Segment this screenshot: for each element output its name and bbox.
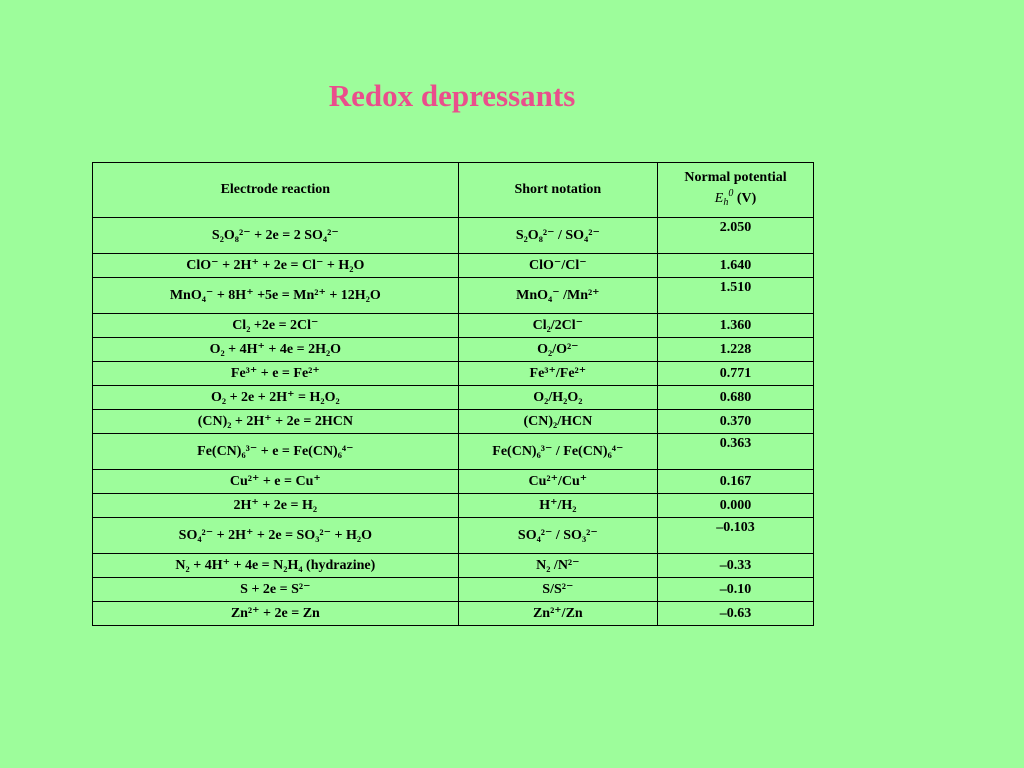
cell-reaction: S + 2e = S²⁻: [93, 578, 459, 602]
redox-potential-table: [92, 162, 814, 626]
cell-notation: ClO⁻/Cl⁻: [458, 254, 657, 278]
cell-potential: 0.000: [658, 494, 814, 518]
cell-reaction: MnO₄⁻ + 8H⁺ +5e = Mn²⁺ + 12H₂O: [93, 278, 459, 314]
cell-potential: 0.771: [658, 362, 814, 386]
cell-potential: –0.103: [658, 518, 814, 554]
slide-title: Redox depressants: [328, 78, 576, 113]
table-row: [93, 362, 814, 386]
table-row: [93, 470, 814, 494]
cell-notation: Fe³⁺/Fe²⁺: [458, 362, 657, 386]
table-row: [93, 338, 814, 362]
cell-reaction: O₂ + 4H⁺ + 4e = 2H₂O: [93, 338, 459, 362]
table-row: [93, 518, 814, 554]
cell-notation: H⁺/H₂: [458, 494, 657, 518]
cell-notation: Zn²⁺/Zn: [458, 602, 657, 626]
cell-potential: 0.167: [658, 470, 814, 494]
cell-notation: MnO₄⁻ /Mn²⁺: [458, 278, 657, 314]
cell-notation: Cl₂/2Cl⁻: [458, 314, 657, 338]
cell-notation: N₂ /N²⁻: [458, 554, 657, 578]
table-row: [93, 254, 814, 278]
cell-potential: 0.370: [658, 410, 814, 434]
table-row: [93, 578, 814, 602]
header-normal-potential-label: Normal potential: [684, 169, 787, 185]
cell-reaction: 2H⁺ + 2e = H₂: [93, 494, 459, 518]
potential-symbol: E: [714, 190, 724, 206]
table-row: [93, 386, 814, 410]
cell-notation: S/S²⁻: [458, 578, 657, 602]
cell-potential: 2.050: [658, 218, 814, 254]
table-row: [93, 554, 814, 578]
cell-reaction: Fe(CN)₆³⁻ + e = Fe(CN)₆⁴⁻: [93, 434, 459, 470]
potential-symbol-superscript: 0: [728, 187, 734, 199]
cell-reaction: (CN)₂ + 2H⁺ + 2e = 2HCN: [93, 410, 459, 434]
cell-potential: 0.363: [658, 434, 814, 470]
cell-notation: S₂O₈²⁻ / SO₄²⁻: [458, 218, 657, 254]
table-row: [93, 602, 814, 626]
cell-potential: 1.228: [658, 338, 814, 362]
cell-notation: Fe(CN)₆³⁻ / Fe(CN)₆⁴⁻: [458, 434, 657, 470]
cell-reaction: ClO⁻ + 2H⁺ + 2e = Cl⁻ + H₂O: [93, 254, 459, 278]
cell-reaction: SO₄²⁻ + 2H⁺ + 2e = SO₃²⁻ + H₂O: [93, 518, 459, 554]
cell-potential: 0.680: [658, 386, 814, 410]
cell-potential: –0.10: [658, 578, 814, 602]
table-header-row: [93, 163, 814, 218]
header-short-notation: Short notation: [458, 163, 657, 218]
cell-notation: SO₄²⁻ / SO₃²⁻: [458, 518, 657, 554]
cell-reaction: O₂ + 2e + 2H⁺ = H₂O₂: [93, 386, 459, 410]
table-row: [93, 218, 814, 254]
cell-notation: O₂/H₂O₂: [458, 386, 657, 410]
cell-potential: –0.63: [658, 602, 814, 626]
cell-reaction: S₂O₈²⁻ + 2e = 2 SO₄²⁻: [93, 218, 459, 254]
potential-unit: (V): [736, 190, 757, 206]
header-electrode-reaction: Electrode reaction: [93, 163, 459, 218]
cell-notation: O₂/O²⁻: [458, 338, 657, 362]
potential-symbol-subscript: h: [723, 196, 729, 208]
table-row: [93, 494, 814, 518]
cell-potential: 1.510: [658, 278, 814, 314]
header-normal-potential: [658, 163, 814, 218]
cell-potential: 1.640: [658, 254, 814, 278]
cell-reaction: N₂ + 4H⁺ + 4e = N₂H₄ (hydrazine): [93, 554, 459, 578]
cell-notation: Cu²⁺/Cu⁺: [458, 470, 657, 494]
table-row: [93, 314, 814, 338]
cell-potential: 1.360: [658, 314, 814, 338]
table-row: [93, 434, 814, 470]
cell-reaction: Zn²⁺ + 2e = Zn: [93, 602, 459, 626]
table-row: [93, 410, 814, 434]
table-row: [93, 278, 814, 314]
cell-notation: (CN)₂/HCN: [458, 410, 657, 434]
cell-reaction: Fe³⁺ + e = Fe²⁺: [93, 362, 459, 386]
cell-reaction: Cl₂ +2e = 2Cl⁻: [93, 314, 459, 338]
cell-potential: –0.33: [658, 554, 814, 578]
cell-reaction: Cu²⁺ + e = Cu⁺: [93, 470, 459, 494]
